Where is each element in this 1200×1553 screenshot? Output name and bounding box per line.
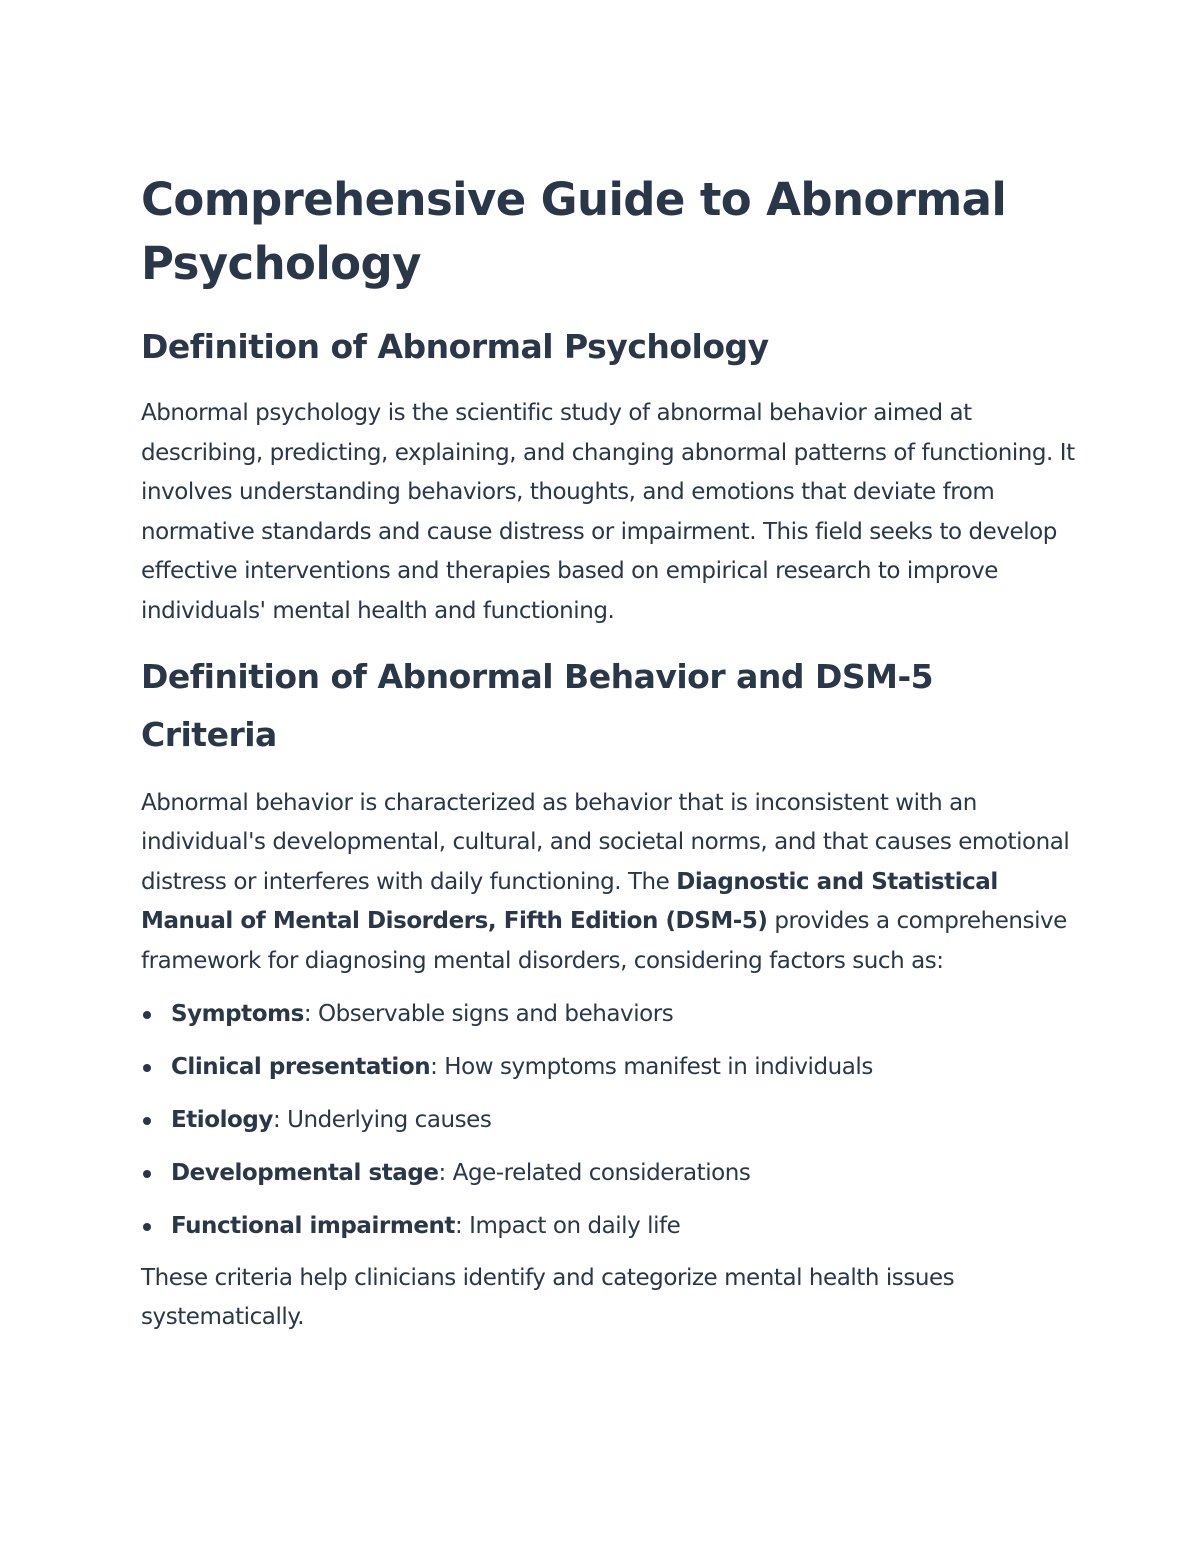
- criterion-desc: : Underlying causes: [272, 1106, 492, 1133]
- dsm5-title: Diagnostic and Statistical Manual of Mental Disorders, Fifth Edition (DSM-5): [141, 868, 998, 935]
- section-heading-abnormal-behavior: Definition of Abnormal Behavior and DSM-5 Criteria: [141, 656, 934, 754]
- bullet-icon: [143, 1170, 151, 1178]
- criterion-term: Functional impairment: [171, 1212, 455, 1239]
- list-item: [141, 1153, 1076, 1193]
- paragraph-abnormal-behavior: [141, 784, 1076, 982]
- list-item: [141, 994, 1076, 1034]
- intro-text-continued: provides a comprehensive framework for diagnosing mental disorders, considering factors such as:: [141, 908, 1067, 974]
- bullet-icon: [143, 1117, 151, 1125]
- section-heading-abnormal-psychology: Definition of Abnormal Psychology: [141, 327, 769, 366]
- criterion-term: Clinical presentation: [171, 1053, 431, 1080]
- criterion-desc: : Impact on daily life: [454, 1212, 681, 1239]
- criterion-desc: : Observable signs and behaviors: [303, 1000, 674, 1027]
- bullet-icon: [143, 1223, 151, 1231]
- list-item: [141, 1100, 1076, 1140]
- list-item: [141, 1047, 1076, 1087]
- criterion-term: Symptoms: [171, 1000, 304, 1027]
- intro-text: Abnormal behavior is characterized as behavior that is inconsistent with an individual's developmental, cultural, and societal norms, and that causes emotional distress or interferes with daily functioning. The: [141, 789, 1070, 895]
- criterion-term: Developmental stage: [171, 1159, 439, 1186]
- paragraph-abnormal-psychology: Abnormal psychology is the scientific study of abnormal behavior aimed at describing, predicting, explaining, and changing abnormal patterns of functioning. It involves understanding behaviors, thoughts, and emotions that deviate from normative standards and cause distress or impairment. This field seeks to develop effective interventions and therapies based on empirical research to improve individuals' mental health and functioning.: [141, 400, 1075, 624]
- bullet-icon: [143, 1011, 151, 1019]
- criterion-term: Etiology: [171, 1106, 273, 1133]
- criterion-desc: : How symptoms manifest in individuals: [430, 1053, 873, 1080]
- page-title: Comprehensive Guide to Abnormal Psychology: [141, 173, 1007, 290]
- list-item: [141, 1206, 1076, 1246]
- document-page: [141, 168, 1076, 1338]
- bullet-icon: [143, 1064, 151, 1072]
- closing-paragraph: These criteria help clinicians identify and categorize mental health issues systematically.: [141, 1264, 955, 1331]
- criteria-list: [141, 994, 1076, 1246]
- criterion-desc: : Age-related considerations: [438, 1159, 751, 1186]
